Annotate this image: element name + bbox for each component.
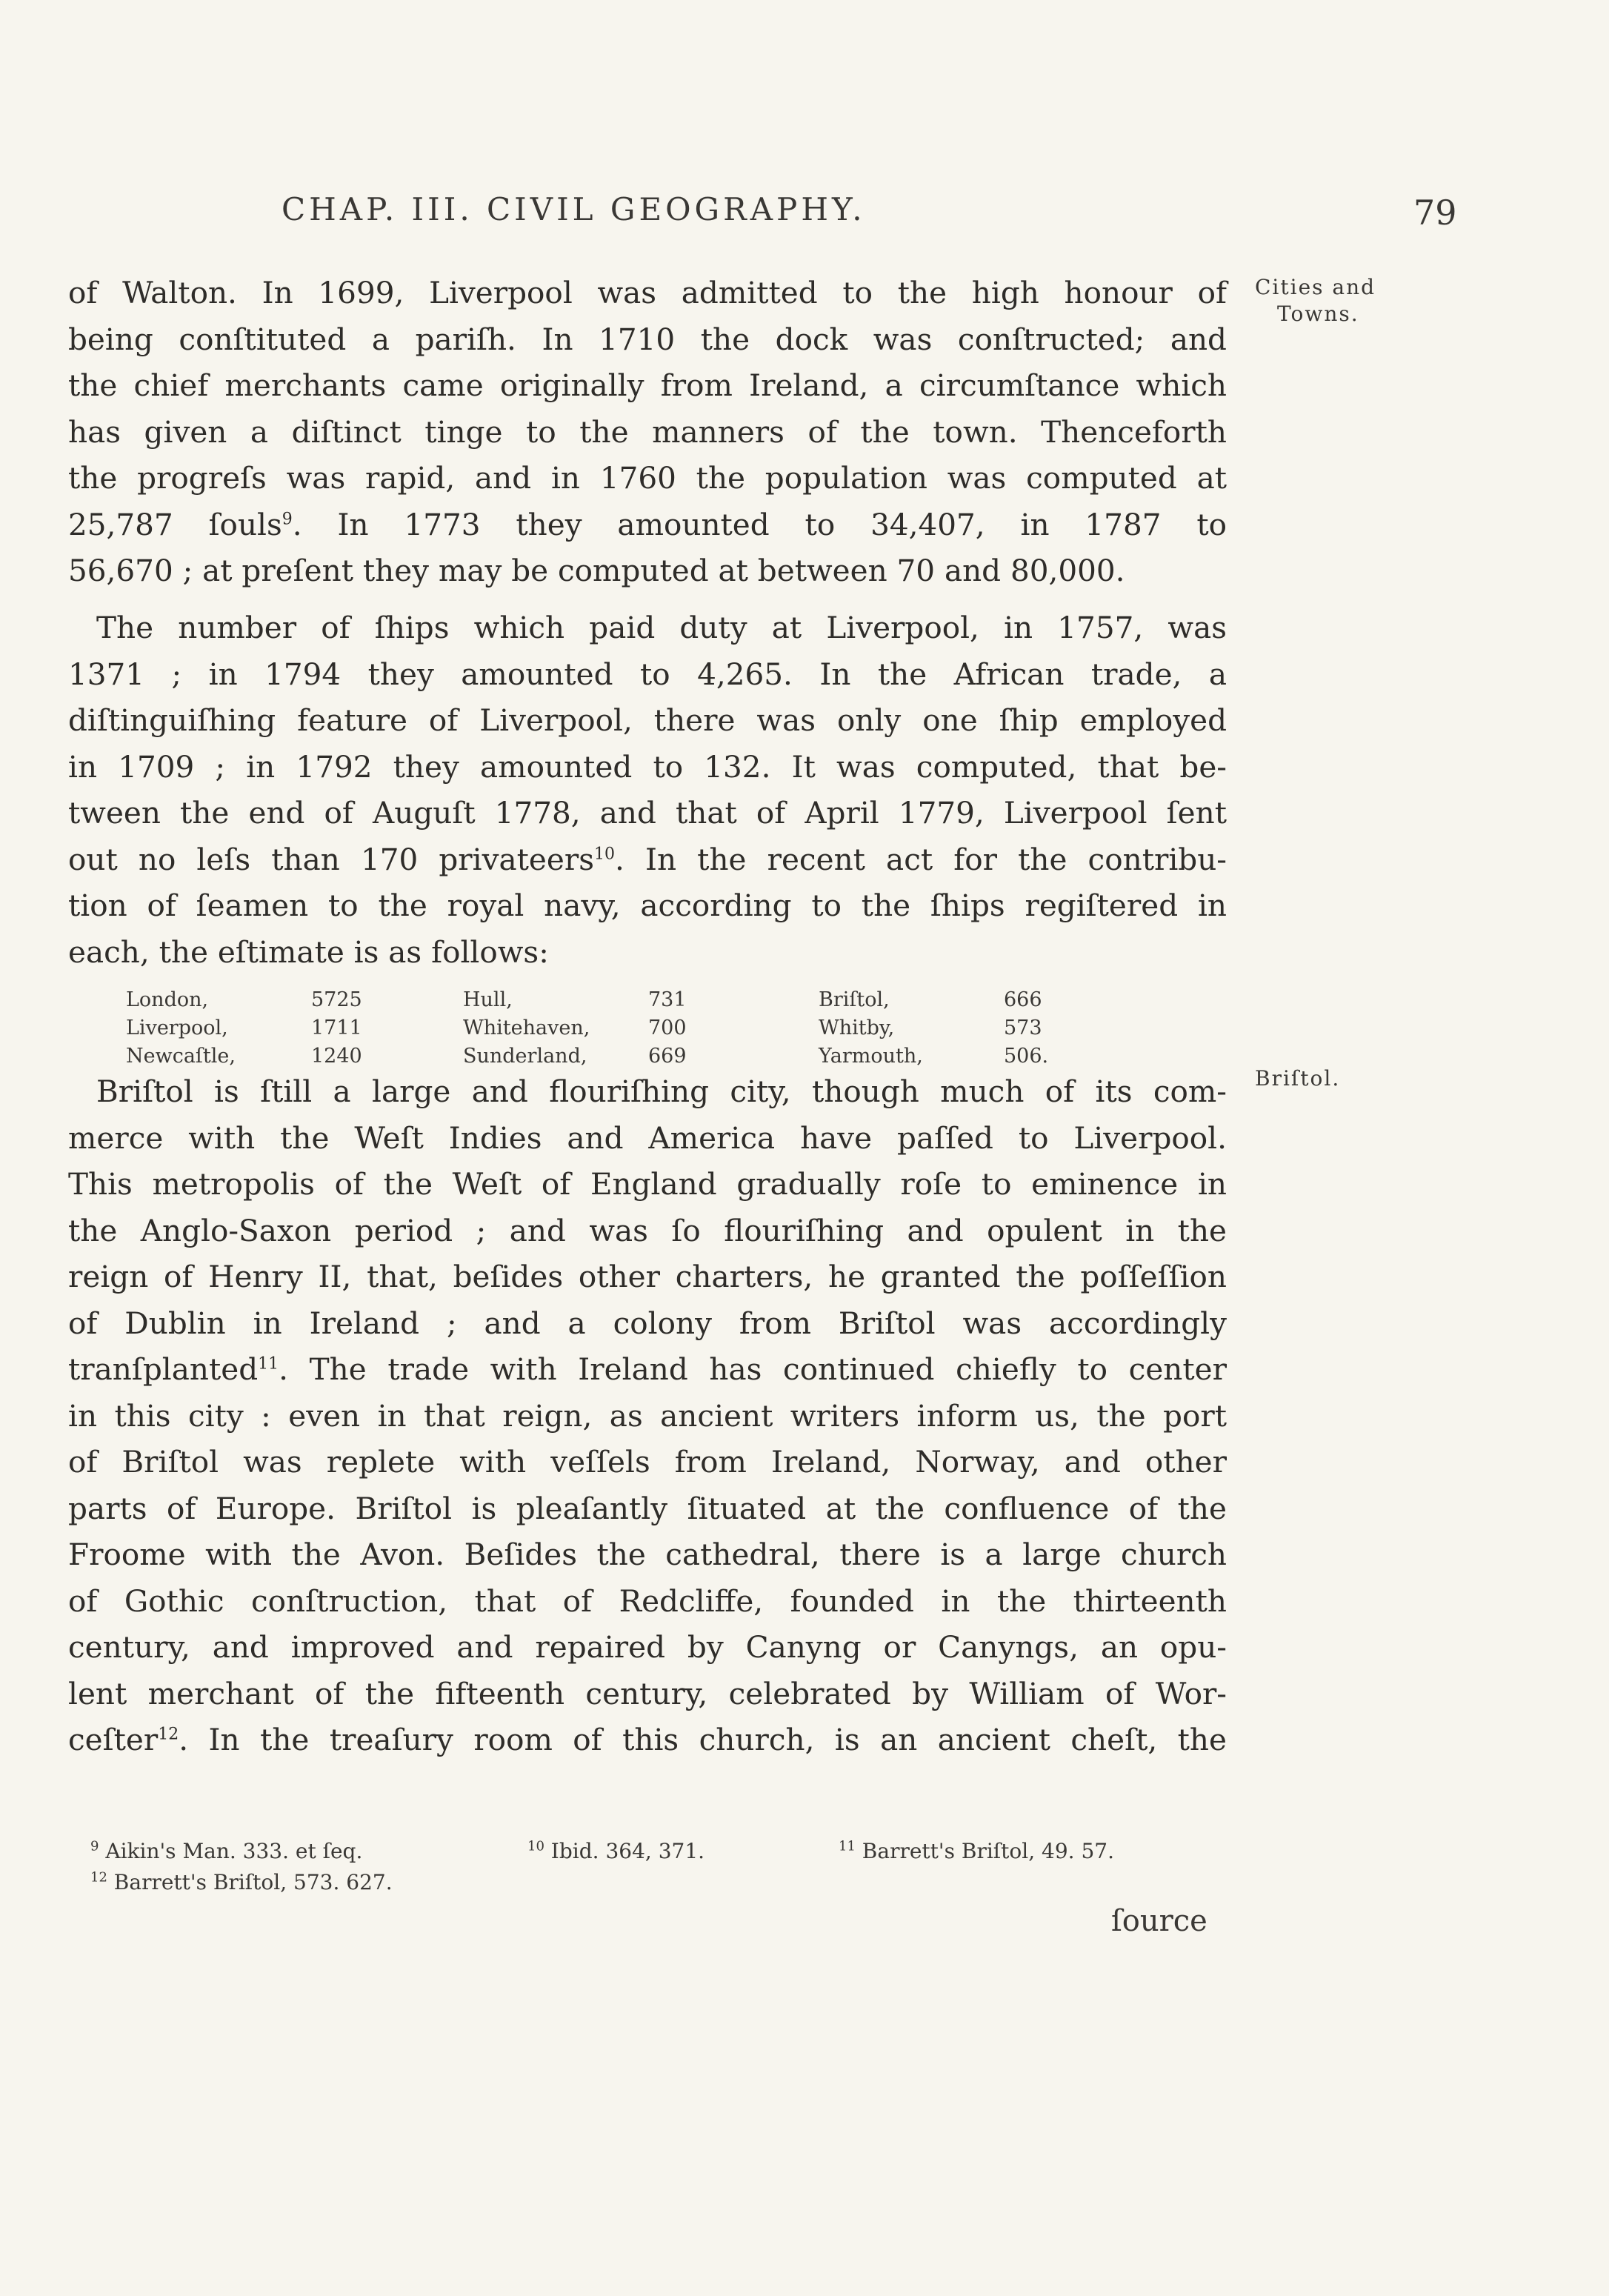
- footnote-9: $^9$ Aikin's Man. 333. et ſeq.: [90, 1838, 363, 1863]
- text-line: in this city : even in that reign, as ancient writers inform us, the port: [68, 1397, 1227, 1434]
- footnote-ref-10: 10: [593, 845, 615, 863]
- text-line: 1371 ; in 1794 they amounted to 4,265. In the African trade, a: [68, 656, 1227, 692]
- text-line: has given a diſtinct tinge to the manners of the town. Thenceforth: [68, 413, 1227, 450]
- footnotes: [90, 1836, 1202, 1898]
- text-line: tween the end of Auguſt 1778, and that of April 1779, Liverpool ſent: [68, 795, 1227, 831]
- text-line: diſtinguiſhing feature of Liverpool, there was only one ſhip employed: [68, 702, 1227, 738]
- table-row: Newcaſtle, 1240 Sunderland, 669 Yarmouth, 506.: [126, 1045, 1049, 1068]
- text-line: This metropolis of the Weſt of England gradually roſe to eminence in: [68, 1166, 1227, 1202]
- text-line: being conſtituted a pariſh. In 1710 the dock was conſtructed; and: [68, 321, 1227, 357]
- table-row: Liverpool, 1711 Whitehaven, 700 Whitby, 573: [126, 1016, 1042, 1039]
- footnote-ref-11: 11: [258, 1354, 279, 1374]
- text-line: in 1709 ; in 1792 they amounted to 132. It was computed, that be-: [68, 748, 1227, 785]
- text-line: tranſplanted$^{11}$. The trade with Ireland has continued chiefly to center: [68, 1351, 1227, 1387]
- margin-note-cities-line2: Towns.: [1277, 302, 1359, 326]
- text-line: of Dublin in Ireland ; and a colony from Briſtol was accordingly: [68, 1305, 1227, 1341]
- table-row: London, 5725 Hull, 731 Briſtol, 666: [126, 988, 1042, 1011]
- text-line: Briſtol is ſtill a large and flouriſhing city, though much of its com-: [96, 1074, 1227, 1109]
- paragraph-1: [68, 270, 1227, 594]
- margin-note-bristol: Briſtol.: [1255, 1066, 1341, 1091]
- text-line: 56,670 ; at preſent they may be computed at between 70 and 80,000.: [68, 553, 1125, 588]
- text-line: the Anglo-Saxon period ; and was ſo flouriſhing and opulent in the: [68, 1212, 1227, 1248]
- margin-note-cities-line1: Cities and: [1255, 275, 1376, 299]
- footnote-11: $^{11}$ Barrett's Briſtol, 49. 57.: [839, 1838, 1114, 1863]
- footnote-12: $^{12}$ Barrett's Briſtol, 573. 627.: [90, 1869, 393, 1894]
- catchword: ſource: [1111, 1904, 1207, 1938]
- text-line: of Walton. In 1699, Liverpool was admitted to the high honour of: [68, 275, 1227, 310]
- text-line: the progreſs was rapid, and in 1760 the population was computed at: [68, 460, 1227, 496]
- text-line: Froome with the Avon. Beſides the cathedral, there is a large church: [68, 1537, 1227, 1572]
- text-line: century, and improved and repaired by Canyng or Canyngs, an opu-: [68, 1629, 1227, 1665]
- text-line: merce with the Weſt Indies and America have paſſed to Liverpool.: [68, 1119, 1227, 1156]
- text-line: parts of Europe. Briſtol is pleaſantly ſituated at the confluence of the: [68, 1490, 1227, 1526]
- text-line: each, the eſtimate is as follows:: [68, 934, 549, 970]
- text-line: ceſter$^{12}$. In the treaſury room of this church, is an ancient cheſt, the: [68, 1722, 1227, 1757]
- footnote-ref-12: 12: [158, 1725, 179, 1744]
- text-line: out no leſs than 170 privateers$^{10}$. In the recent act for the contribu-: [68, 841, 1227, 877]
- footnote-10: $^{10}$ Ibid. 364, 371.: [527, 1838, 705, 1863]
- text-line: reign of Henry II, that, beſides other charters, he granted the poſſeſſion: [68, 1259, 1227, 1294]
- text-line: of Briſtol was replete with veſſels from Ireland, Norway, and other: [68, 1444, 1227, 1480]
- text-line: 25,787 ſouls$^9$. In 1773 they amounted to 34,407, in 1787 to: [68, 506, 1227, 542]
- text-line: lent merchant of the fifteenth century, celebrated by William of Wor-: [68, 1675, 1227, 1711]
- page-number: 79: [1413, 193, 1457, 233]
- seamen-estimate-table: [126, 988, 1163, 1073]
- paragraph-2: [68, 605, 1227, 975]
- text-line: the chief merchants came originally from Ireland, a circumſtance which: [68, 367, 1227, 403]
- text-line: The number of ſhips which paid duty at Liverpool, in 1757, was: [96, 610, 1227, 645]
- text-line: of Gothic conſtruction, that of Redcliffe, founded in the thirteenth: [68, 1583, 1227, 1619]
- text-line: tion of ſeamen to the royal navy, according to the ſhips regiſtered in: [68, 888, 1227, 923]
- footnote-ref-9: 9: [282, 510, 293, 528]
- running-head: CHAP. III. CIVIL GEOGRAPHY.: [282, 191, 866, 227]
- paragraph-3: [68, 1068, 1227, 1763]
